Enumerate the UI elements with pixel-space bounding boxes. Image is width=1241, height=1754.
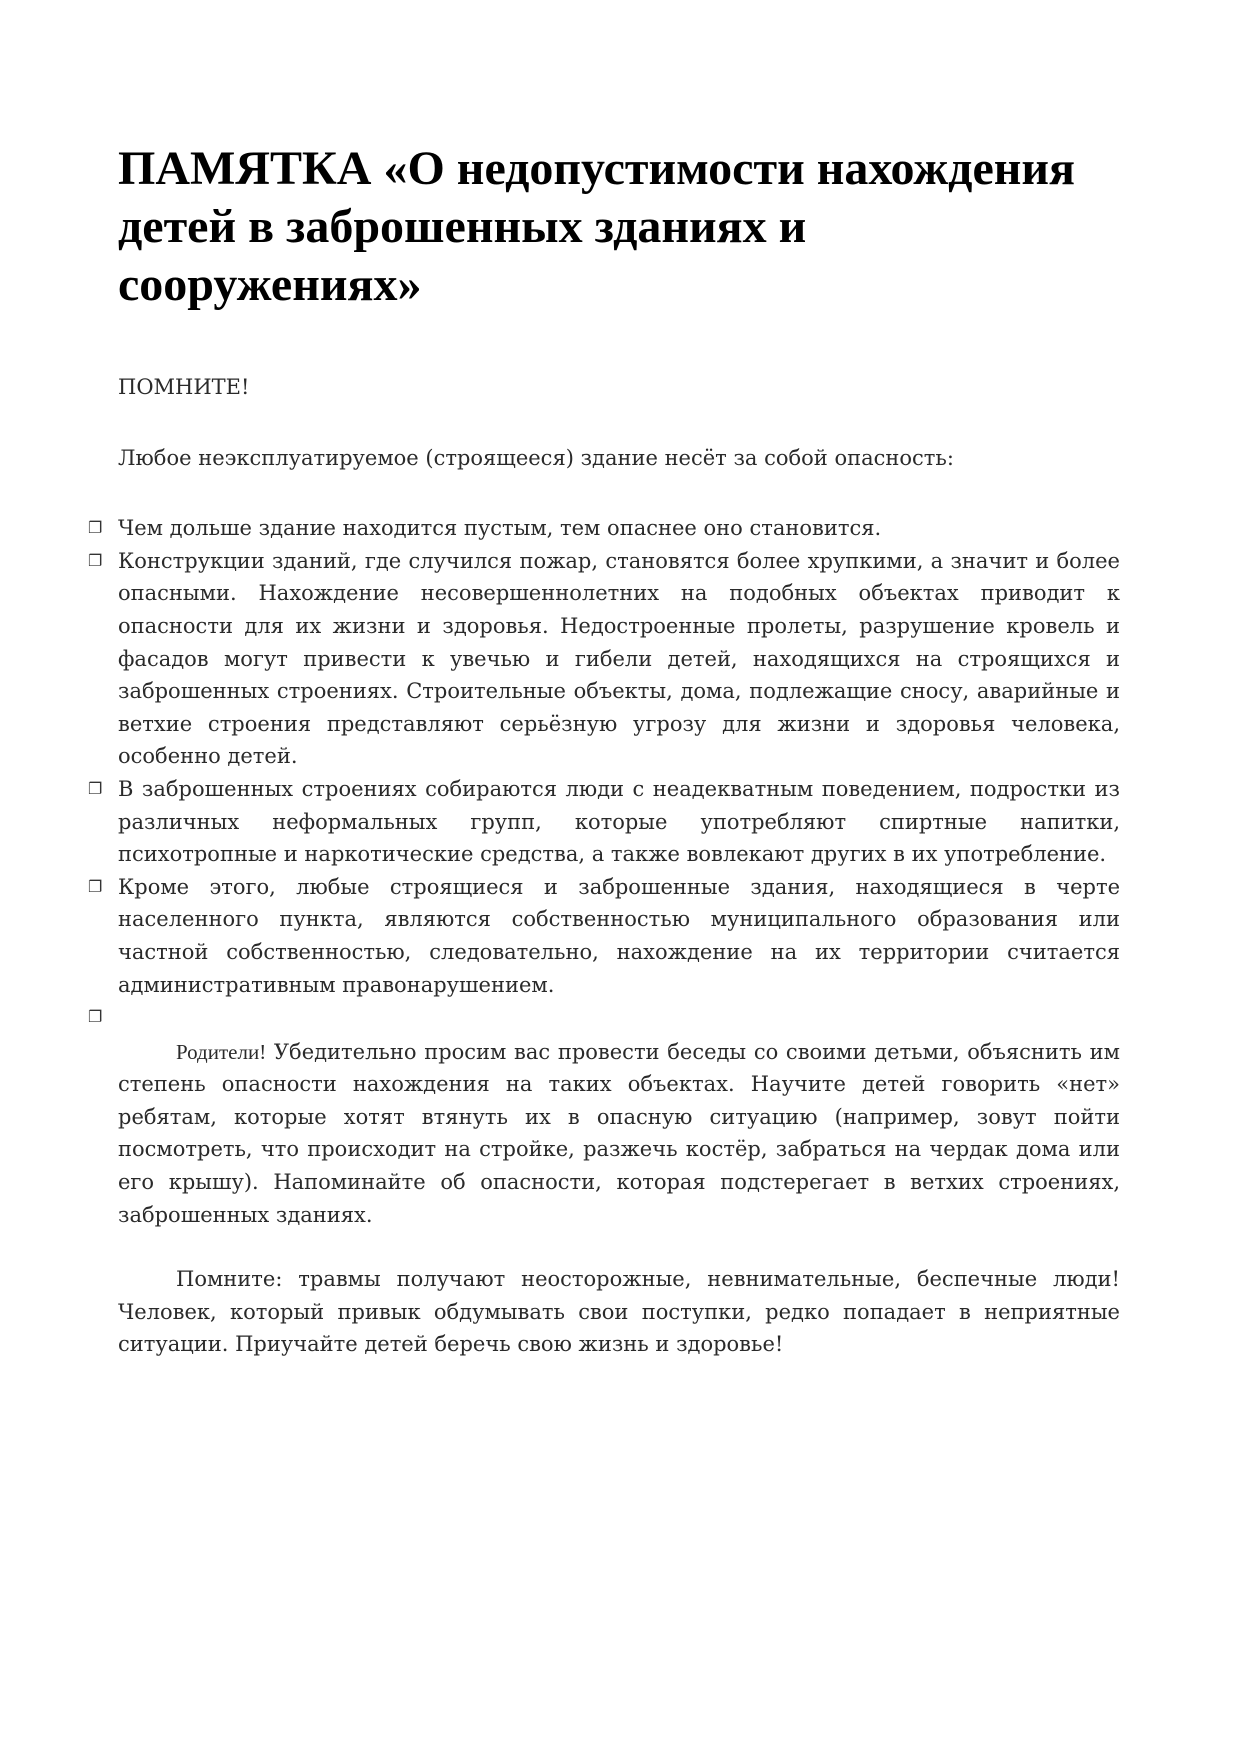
page-title: ПАМЯТКА «О недопустимости нахождения детей в заброшенных зданиях и сооружениях» [118, 142, 1076, 311]
parents-paragraph [118, 1036, 1120, 1232]
list-item [88, 512, 1120, 545]
checkbox-square-icon: ❐ [88, 778, 103, 798]
list-item-text: Конструкции зданий, где случился пожар, становятся более хрупкими, а значит и более опасными. Нахождение несовершеннолетних на подобных объектах приводит к опасности для их жизни и здоровья. Недостроенные пролеты, разрушение кровель и фасадов могут привести к увечью и гибели детей, находящихся на строящихся и заброшенных строениях. Строительные объекты, дома, подлежащие сносу, аварийные и ветхие строения представляют серьёзную угрозу для жизни и здоровья человека, особенно детей. [118, 548, 1120, 769]
danger-list [88, 512, 1120, 1034]
list-item-text: В заброшенных строениях собираются люди с неадекватным поведением, подростки из различных неформальных групп, которые употребляют спиртные напитки, психотропные и наркотические средства, а также вовлекают других в их употребление. [118, 776, 1120, 867]
checkbox-square-icon: ❐ [88, 876, 103, 896]
remember-heading: ПОМНИТЕ! [118, 375, 250, 399]
checkbox-square-icon: ❐ [88, 1007, 103, 1027]
list-item-empty [88, 1001, 1120, 1034]
list-item [88, 773, 1120, 871]
parents-text: Убедительно просим вас провести беседы со своими детьми, объяснить им степень опасности нахождения на таких объектах. Научите детей говорить «нет» ребятам, которые хотят втянуть их в опасную ситуацию (например, зовут пойти посмотреть, что происходит на стройке, разжечь костёр, забраться на чердак дома или его крышу). Напоминайте об опасности, которая подстерегает в ветхих строениях, заброшенных зданиях. [118, 1039, 1120, 1227]
parents-lead: Родители! [176, 1039, 267, 1064]
checkbox-square-icon: ❐ [88, 518, 103, 538]
document-content [88, 140, 1120, 1361]
list-item-text: Кроме этого, любые строящиеся и заброшенные здания, находящиеся в черте населенного пункта, являются собственностью муниципального образования или частной собственностью, следовательно, нахождение на их территории считается административным правонарушением. [118, 874, 1120, 997]
list-item-text: Чем дольше здание находится пустым, тем опаснее оно становится. [118, 516, 882, 541]
closing-paragraph: Помните: травмы получают неосторожные, невнимательные, беспечные люди! Человек, который привык обдумывать свои поступки, редко попадает в неприятные ситуации. Приучайте детей беречь свою жизнь и здоровье! [118, 1267, 1120, 1357]
list-item [88, 545, 1120, 773]
list-item [88, 871, 1120, 1001]
intro-text: Любое неэксплуатируемое (строящееся) здание несёт за собой опасность: [118, 445, 954, 470]
checkbox-square-icon: ❐ [88, 550, 103, 570]
